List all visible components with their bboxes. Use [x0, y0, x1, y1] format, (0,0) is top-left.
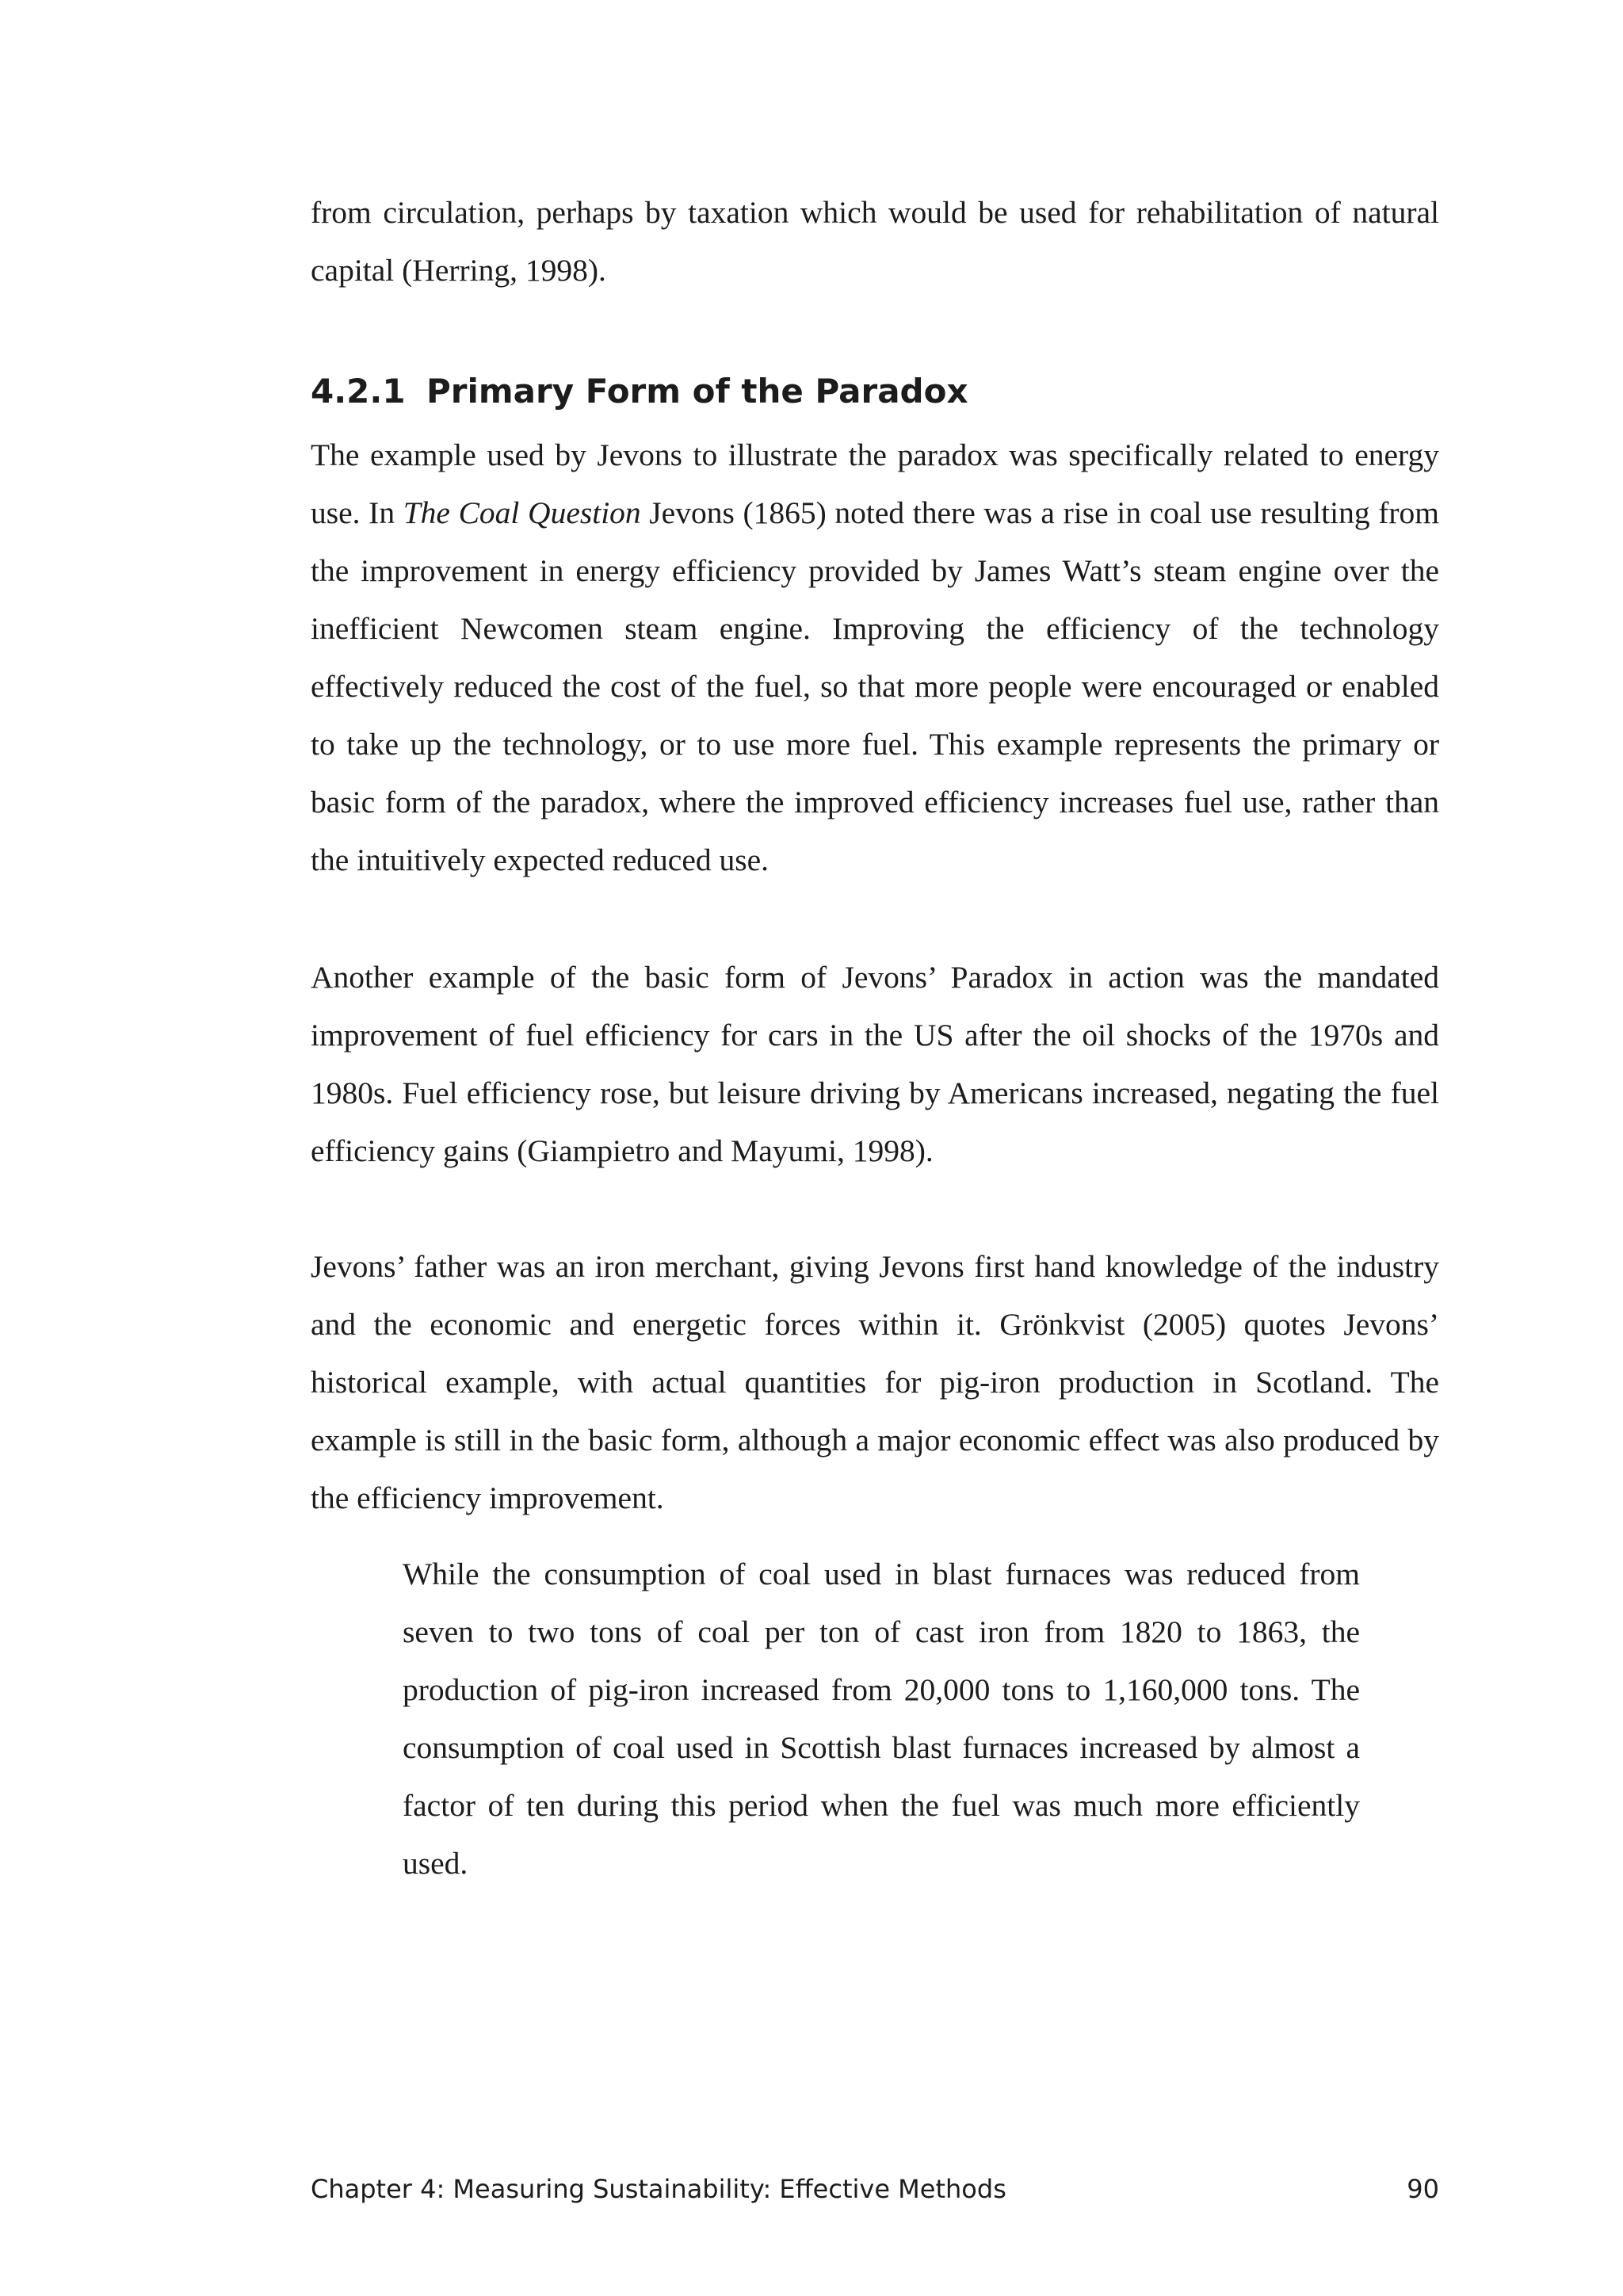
continuation-paragraph: from circulation, perhaps by taxation which would be used for rehabilitation of natural capital (Herring, 1998).: [311, 195, 1439, 288]
section-heading: [311, 366, 968, 417]
paragraph-pig-iron: Jevons’ father was an iron merchant, giving Jevons first hand knowledge of the industry and the economic and energetic forces within it. Grönkvist (2005) quotes Jevons’ historical example, with actual quantities for pig-iron production in Scotland. The example is still in the basic form, although a major economic effect was also produced by the efficiency improvement.: [311, 1249, 1439, 1515]
section-title: Primary Form of the Paradox: [426, 372, 968, 411]
section-number: 4.2.1: [311, 372, 406, 411]
paragraph-primary-form: [311, 426, 1439, 889]
book-title: The Coal Question: [403, 495, 641, 530]
page-number: 90: [1407, 2174, 1439, 2204]
paragraph-text: The example used by Jevons to illustrate the paradox was specifically related to energy use. In: [311, 437, 1439, 530]
footer-chapter-title: Chapter 4: Measuring Sustainability: Effective Methods: [311, 2174, 1006, 2204]
paragraph-fuel-efficiency-cars: Another example of the basic form of Jevons’ Paradox in action was the mandated improvement of fuel efficiency for cars in the US after the oil shocks of the 1970s and 1980s. Fuel efficiency rose, but leisure driving by Americans increased, negating the fuel efficiency gains (Giampietro and Mayumi, 1998).: [311, 960, 1439, 1168]
paragraph-text: Jevons (1865) noted there was a rise in coal use resulting from the improvement in energy efficiency provided by James Watt’s steam engine over the inefficient Newcomen steam engine. Improving the efficiency of the technology effectively reduced the cost of the fuel, so that more people were encouraged or enabled to take up the technology, or to use more fuel. This example represents the primary or basic form of the paradox, where the improved efficiency increases fuel use, rather than the intuitively expected reduced use.: [311, 495, 1439, 877]
block-quote: While the consumption of coal used in blast furnaces was reduced from seven to two tons of coal per ton of cast iron from 1820 to 1863, the production of pig-iron increased from 20,000 tons to 1,160,000 tons. The consumption of coal used in Scottish blast furnaces increased by almost a factor of ten during this period when the fuel was much more efficiently used.: [403, 1557, 1360, 1881]
